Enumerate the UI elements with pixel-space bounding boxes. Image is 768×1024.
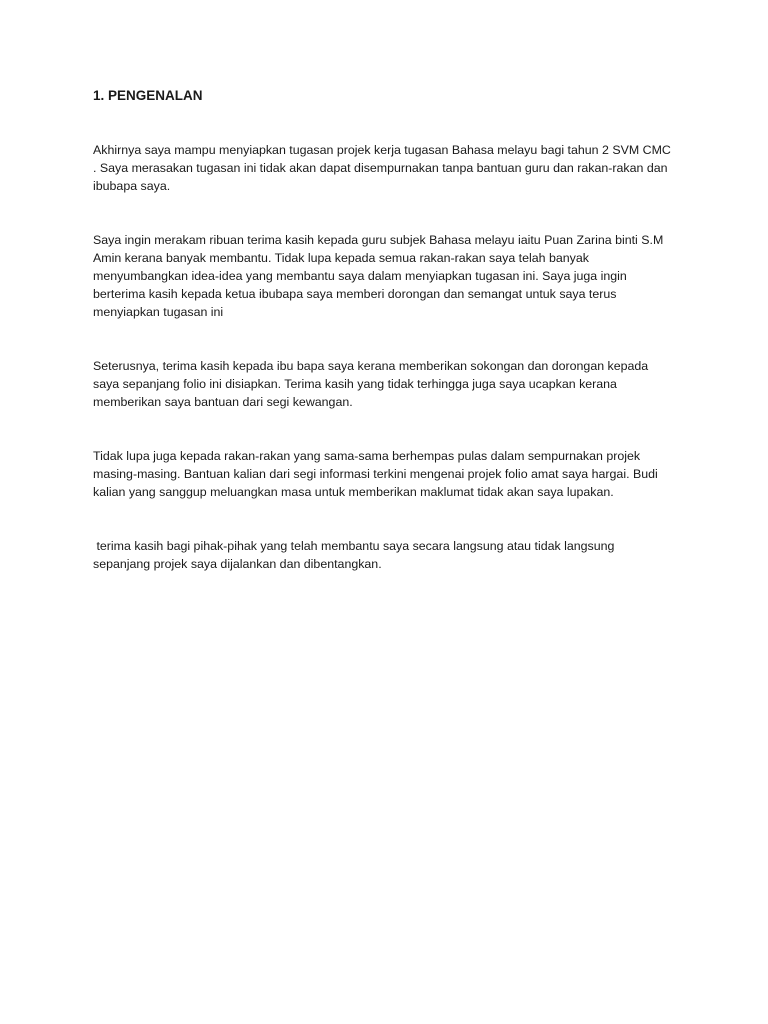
paragraph-1: Akhirnya saya mampu menyiapkan tugasan projek kerja tugasan Bahasa melayu bagi tahun 2 SVM CMC . Saya merasakan tugasan ini tidak akan dapat disempurnakan tanpa bantuan guru dan rakan-rakan dan ibubapa saya. [93,143,671,193]
paragraph-5: terima kasih bagi pihak-pihak yang telah membantu saya secara langsung atau tidak langsung sepanjang projek saya dijalankan dan dibentangkan. [93,539,618,571]
document-body [93,86,673,609]
paragraph-3: Seterusnya, terima kasih kepada ibu bapa saya kerana memberikan sokongan dan dorongan kepada saya sepanjang folio ini disiapkan. Terima kasih yang tidak terhingga juga saya ucapkan kerana memberikan saya bantuan dari segi kewangan. [93,359,649,409]
section-heading: 1. PENGENALAN [93,88,203,103]
paragraph-4: Tidak lupa juga kepada rakan-rakan yang sama-sama berhempas pulas dalam sempurnakan projek masing-masing. Bantuan kalian dari segi informasi terkini mengenai projek folio amat saya hargai. Budi kalian yang sanggup meluangkan masa untuk memberikan maklumat tidak akan saya lupakan. [93,449,658,499]
paragraph-2: Saya ingin merakam ribuan terima kasih kepada guru subjek Bahasa melayu iaitu Puan Zarina binti S.M Amin kerana banyak membantu. Tidak lupa kepada semua rakan-rakan saya telah banyak menyumbangkan idea-idea yang membantu saya dalam menyiapkan tugasan ini. Saya juga ingin berterima kasih kepada ketua ibubapa saya memberi dorongan dan semangat untuk saya terus menyiapkan tugasan ini [93,233,664,319]
